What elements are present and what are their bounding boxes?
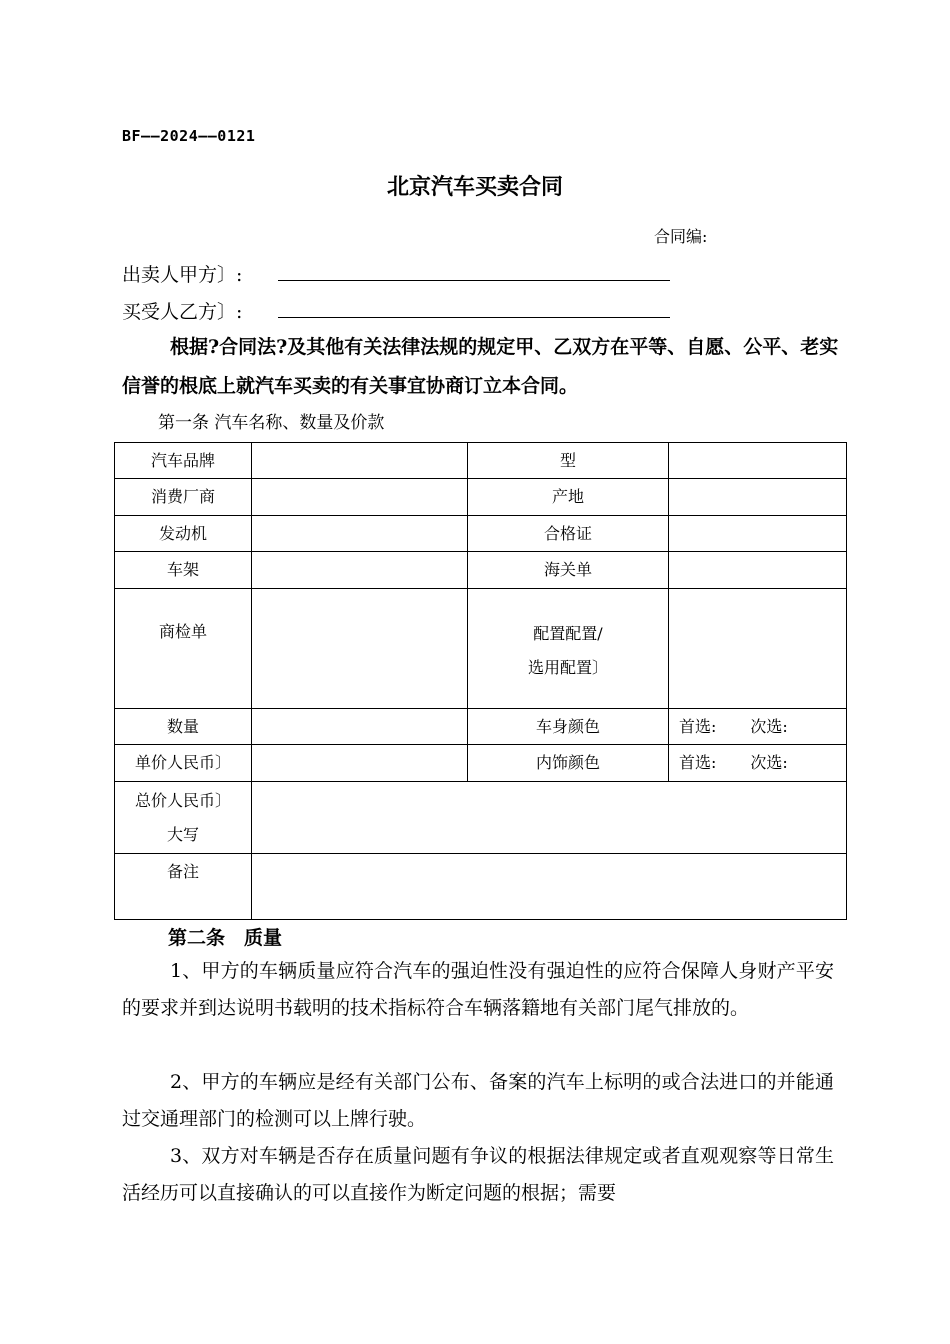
intro-paragraph: 根据?合同法?及其他有关法律法规的规定甲、乙双方在平等、自愿、公平、老实信誉的根底上就汽车买卖的有关事宜协商订立本合同。 — [122, 336, 839, 397]
config-label-line1: 配置配置/ — [533, 624, 603, 643]
engine-label: 发动机 — [115, 516, 252, 552]
table-row — [115, 516, 847, 552]
secondary-choice-label: 次选: — [750, 753, 788, 772]
remarks-label: 备注 — [115, 854, 252, 920]
total-price-label-line1: 总价人民币〕 — [134, 791, 231, 810]
seller-blank[interactable] — [278, 260, 670, 281]
total-price-label — [115, 782, 252, 854]
interior-color-choices[interactable] — [669, 745, 847, 782]
primary-choice-label: 首选: — [679, 717, 717, 736]
total-price-label-line2: 大写 — [166, 825, 199, 844]
total-price-value[interactable] — [252, 782, 847, 854]
seller-line — [122, 260, 242, 287]
unit-price-value[interactable] — [252, 745, 468, 782]
model-label: 型 — [468, 443, 669, 479]
config-value[interactable] — [669, 589, 847, 709]
quantity-value[interactable] — [252, 709, 468, 745]
customs-label: 海关单 — [468, 552, 669, 589]
table-row — [115, 854, 847, 920]
quality-paragraph-1: 1、甲方的车辆质量应符合汽车的强迫性没有强迫性的应符合保障人身财产平安的要求并到达说明书载明的技术指标符合车辆落籍地有关部门尾气排放的。 — [122, 960, 834, 1019]
seller-label: 出卖人甲方〕: — [122, 264, 243, 286]
vehicle-spec-table — [114, 442, 847, 920]
frame-label: 车架 — [115, 552, 252, 589]
buyer-blank[interactable] — [278, 297, 670, 318]
table-row — [115, 443, 847, 479]
primary-choice-label: 首选: — [679, 753, 717, 772]
config-label — [468, 589, 669, 709]
secondary-choice-label: 次选: — [750, 717, 788, 736]
inspection-value[interactable] — [252, 589, 468, 709]
interior-color-label: 内饰颜色 — [468, 745, 669, 782]
table-row — [115, 782, 847, 854]
brand-value[interactable] — [252, 443, 468, 479]
inspection-label: 商检单 — [115, 589, 252, 709]
brand-label: 汽车品牌 — [115, 443, 252, 479]
table-row — [115, 589, 847, 709]
page-title: 北京汽车买卖合同 — [386, 174, 563, 200]
engine-value[interactable] — [252, 516, 468, 552]
body-color-label: 车身颜色 — [468, 709, 669, 745]
quantity-label: 数量 — [115, 709, 252, 745]
model-value[interactable] — [669, 443, 847, 479]
article-1-heading: 第一条 汽车名称、数量及价款 — [158, 413, 385, 433]
manufacturer-value[interactable] — [252, 479, 468, 516]
quality-paragraph-3: 3、双方对车辆是否存在质量问题有争议的根据法律规定或者直观观察等日常生活经历可以直接确认的可以直接作为断定问题的根据；需要 — [122, 1145, 834, 1204]
remarks-value[interactable] — [252, 854, 847, 920]
table-row — [115, 552, 847, 589]
origin-label: 产地 — [468, 479, 669, 516]
certificate-value[interactable] — [669, 516, 847, 552]
buyer-label: 买受人乙方〕: — [122, 301, 243, 323]
body-color-choices[interactable] — [669, 709, 847, 745]
origin-value[interactable] — [669, 479, 847, 516]
article-2-heading: 第二条 质量 — [168, 927, 283, 949]
quality-paragraph-2: 2、甲方的车辆应是经有关部门公布、备案的汽车上标明的或合法进口的并能通过交通理部门的检测可以上牌行驶。 — [122, 1071, 834, 1130]
table-row — [115, 709, 847, 745]
table-row — [115, 479, 847, 516]
table-row — [115, 745, 847, 782]
customs-value[interactable] — [669, 552, 847, 589]
certificate-label: 合格证 — [468, 516, 669, 552]
document-number: BF——2024——0121 — [122, 127, 256, 145]
contract-number-label: 合同编: — [654, 227, 708, 246]
unit-price-label: 单价人民币〕 — [115, 745, 252, 782]
manufacturer-label: 消费厂商 — [115, 479, 252, 516]
config-label-line2: 选用配置〕 — [527, 658, 608, 677]
buyer-line — [122, 297, 242, 324]
frame-value[interactable] — [252, 552, 468, 589]
